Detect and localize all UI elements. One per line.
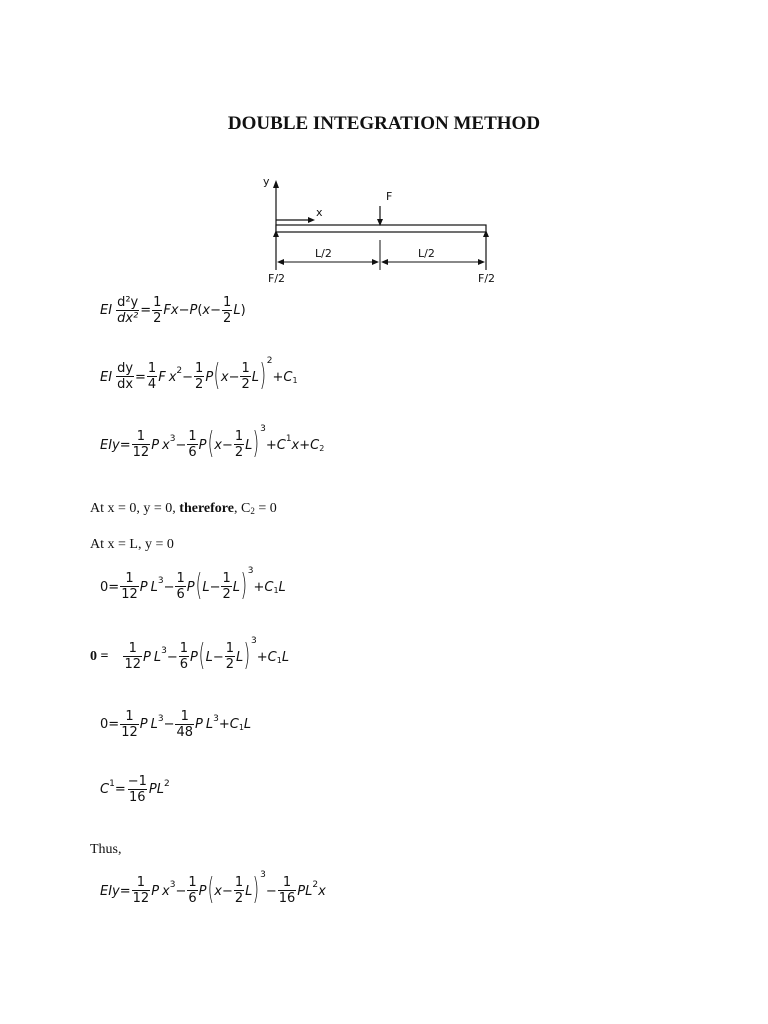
left-span-label: L/2 xyxy=(315,247,332,260)
beam-diagram xyxy=(260,170,510,290)
x-axis-arrowhead xyxy=(308,217,315,223)
equation-8: EIy = $\frac{1}{12}$ P x 3 − $\frac{1}{6}$ P ( x − $\frac{1}{2}$ L ) 3 − $\frac{1}{16}$ P L 2 x xyxy=(100,870,326,907)
force-label: F xyxy=(386,190,393,203)
equation-3: EIy = $\frac{1}{12}$ P x 3 − $\frac{1}{6}$ P ( x − $\frac{1}{2}$ L ) 3 + C 1 x + C 2 xyxy=(100,424,325,461)
boundary-condition-1: At x = 0, y = 0, therefore, C2 = 0 xyxy=(90,501,277,516)
equation-2: EI $\frac{dy}{dx}$ = $\frac{1}{4}$ F x 2 − $\frac{1}{2}$ P ( x − $\frac{1}{2}$ L ) 2 + C 1 xyxy=(100,356,298,393)
thus-label: Thus, xyxy=(90,842,122,857)
y-axis-arrowhead xyxy=(273,180,279,188)
x-axis-label: x xyxy=(316,206,323,219)
right-span-label: L/2 xyxy=(418,247,435,260)
beam xyxy=(276,225,486,232)
equation-5: 0 = $\frac{1}{12}$ P L 3 − $\frac{1}{6}$ P ( L − $\frac{1}{2}$ L ) 3 + C 1 L xyxy=(90,636,290,673)
page-title: DOUBLE INTEGRATION METHOD xyxy=(227,113,541,134)
equation-4: 0 = $\frac{1}{12}$ P L 3 − $\frac{1}{6}$ P ( L − $\frac{1}{2}$ L ) 3 + C 1 L xyxy=(100,566,286,603)
y-axis-label: y xyxy=(263,175,270,188)
frac-d2y-dx2: $\frac{\text{d²y}}{\text{dx²}}$ xyxy=(117,295,139,326)
left-reaction-label: F/2 xyxy=(268,272,286,285)
equation-6: 0 = $\frac{1}{12}$ P L 3 − $\frac{1}{48}$ P L 3 + C 1 L xyxy=(100,709,252,740)
right-reaction-label: F/2 xyxy=(478,272,496,285)
equation-1: EI $\frac{\text{d²y}}{\text{dx²}}$ = $\frac{1}{2}$ Fx − P ( x − $\frac{1}{2}$ L ) xyxy=(100,295,246,326)
equation-7: C 1 = $\frac{-1}{16}$ P L 2 xyxy=(100,774,170,805)
boundary-condition-2: At x = L, y = 0 xyxy=(90,537,174,552)
